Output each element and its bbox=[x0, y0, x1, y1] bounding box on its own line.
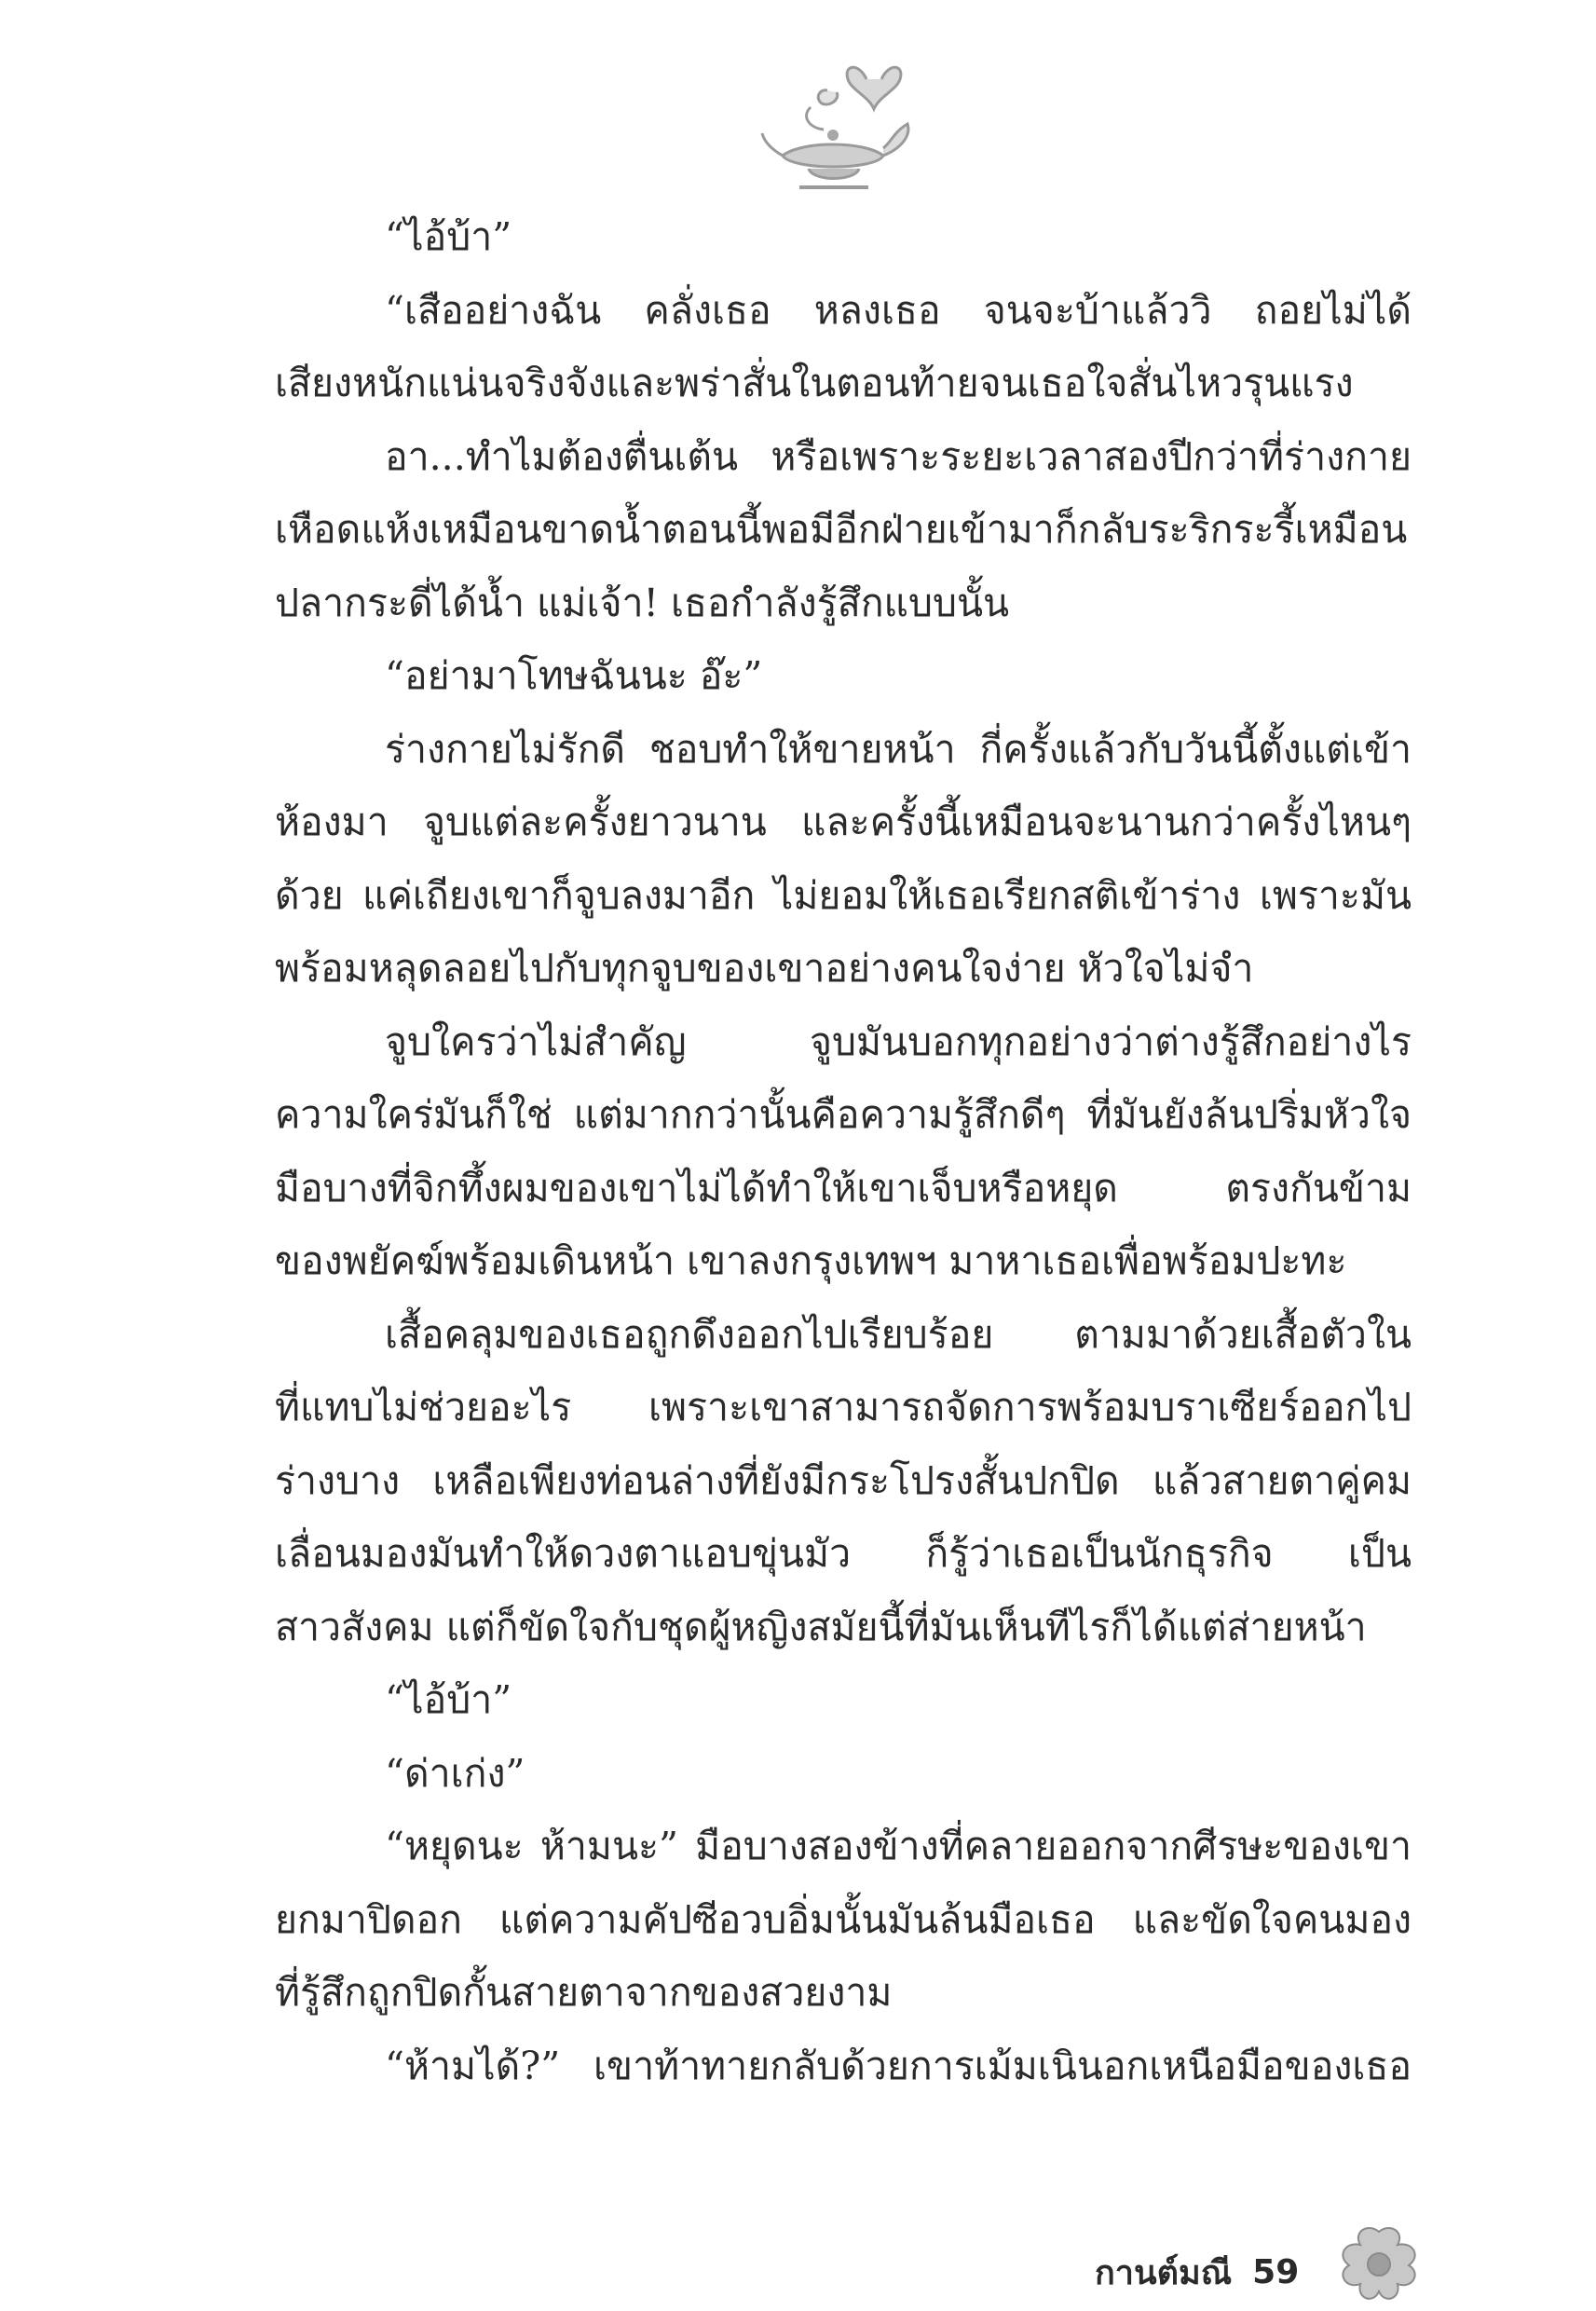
body-line: ยกมาปิดอก แต่ความคัปซีอวบอิ่มนั้นมันล้นมือเธอ และขัดใจคนมอง bbox=[275, 1896, 1412, 1942]
page-number: 59 bbox=[1252, 2252, 1300, 2291]
body-line: ของพยัคฆ์พร้อมเดินหน้า เขาลงกรุงเทพฯ มาหาเธอเพื่อพร้อมปะทะ bbox=[275, 1238, 1347, 1283]
chapter-body-text bbox=[275, 200, 1412, 2102]
genie-lamp-icon bbox=[755, 51, 918, 205]
body-line: “ห้ามได้?” เขาท้าทายกลับด้วยการเม้มเนินอกเหนือมือของเธอ bbox=[385, 2043, 1412, 2088]
book-title: กานต์มณี bbox=[1095, 2253, 1233, 2292]
body-line: ความใคร่มันก็ใช่ แต่มากกว่านั้นคือความรู้สึกดีๆ ที่มันยังล้นปริ่มหัวใจ bbox=[275, 1092, 1412, 1137]
body-line: ที่รู้สึกถูกปิดกั้นสายตาจากของสวยงาม bbox=[275, 1970, 893, 2015]
body-line: “อย่ามาโทษฉันนะ อ๊ะ” bbox=[385, 653, 763, 698]
body-line: อา...ทำไมต้องตื่นเต้น หรือเพราะระยะเวลาสองปีกว่าที่ร่างกาย bbox=[385, 433, 1412, 479]
body-line: “เสืออย่างฉัน คลั่งเธอ หลงเธอ จนจะบ้าแล้ววิ ถอยไม่ได้ bbox=[385, 287, 1412, 333]
body-line: “ด่าเก่ง” bbox=[385, 1750, 525, 1796]
body-line: เหือดแห้งเหมือนขาดน้ำตอนนี้พอมีอีกฝ่ายเข้ามาก็กลับระริกระรี้เหมือน bbox=[275, 507, 1408, 552]
body-line: “ไอ้บ้า” bbox=[385, 214, 512, 259]
body-line: “หยุดนะ ห้ามนะ” มือบางสองข้างที่คลายออกจากศีรษะของเขา bbox=[385, 1824, 1412, 1868]
body-line: พร้อมหลุดลอยไปกับทุกจูบของเขาอย่างคนใจง่าย หัวใจไม่จำ bbox=[275, 946, 1254, 991]
flower-ornament-icon bbox=[1332, 2222, 1425, 2306]
body-line: สาวสังคม แต่ก็ขัดใจกับชุดผู้หญิงสมัยนี้ที่มันเห็นทีไรก็ได้แต่ส่ายหน้า bbox=[275, 1604, 1367, 1649]
body-line: ด้วย แค่เถียงเขาก็จูบลงมาอีก ไม่ยอมให้เธอเรียกสติเข้าร่าง เพราะมัน bbox=[275, 872, 1412, 918]
page-footer bbox=[1095, 2244, 1299, 2300]
body-line: “ไอ้บ้า” bbox=[385, 1677, 512, 1722]
body-line: ที่แทบไม่ช่วยอะไร เพราะเขาสามารถจัดการพร้อมบราเซียร์ออกไป bbox=[275, 1385, 1412, 1429]
body-line: ร่างบาง เหลือเพียงท่อนล่างที่ยังมีกระโปรงสั้นปกปิด แล้วสายตาคู่คม bbox=[275, 1457, 1412, 1503]
body-line: จูบใครว่าไม่สำคัญ จูบมันบอกทุกอย่างว่าต่างรู้สึกอย่างไร bbox=[385, 1019, 1412, 1064]
body-line: เสื้อคลุมของเธอถูกดึงออกไปเรียบร้อย ตามมาด้วยเสื้อตัวใน bbox=[385, 1311, 1412, 1357]
body-line: ปลากระดี่ได้น้ำ แม่เจ้า! เธอกำลังรู้สึกแบบนั้น bbox=[275, 580, 1010, 625]
body-line: เลื่อนมองมันทำให้ดวงตาแอบขุ่นมัว ก็รู้ว่าเธอเป็นนักธุรกิจ เป็น bbox=[275, 1531, 1412, 1576]
body-line: ร่างกายไม่รักดี ชอบทำให้ขายหน้า กี่ครั้งแล้วกับวันนี้ตั้งแต่เข้า bbox=[385, 726, 1412, 772]
body-line: ห้องมา จูบแต่ละครั้งยาวนาน และครั้งนี้เหมือนจะนานกว่าครั้งไหนๆ bbox=[275, 800, 1412, 844]
body-line: มือบางที่จิกทึ้งผมของเขาไม่ได้ทำให้เขาเจ็บหรือหยุด ตรงกันข้าม bbox=[275, 1165, 1412, 1210]
body-line: เสียงหนักแน่นจริงจังและพร่าสั่นในตอนท้ายจนเธอใจสั่นไหวรุนแรง bbox=[275, 361, 1354, 405]
